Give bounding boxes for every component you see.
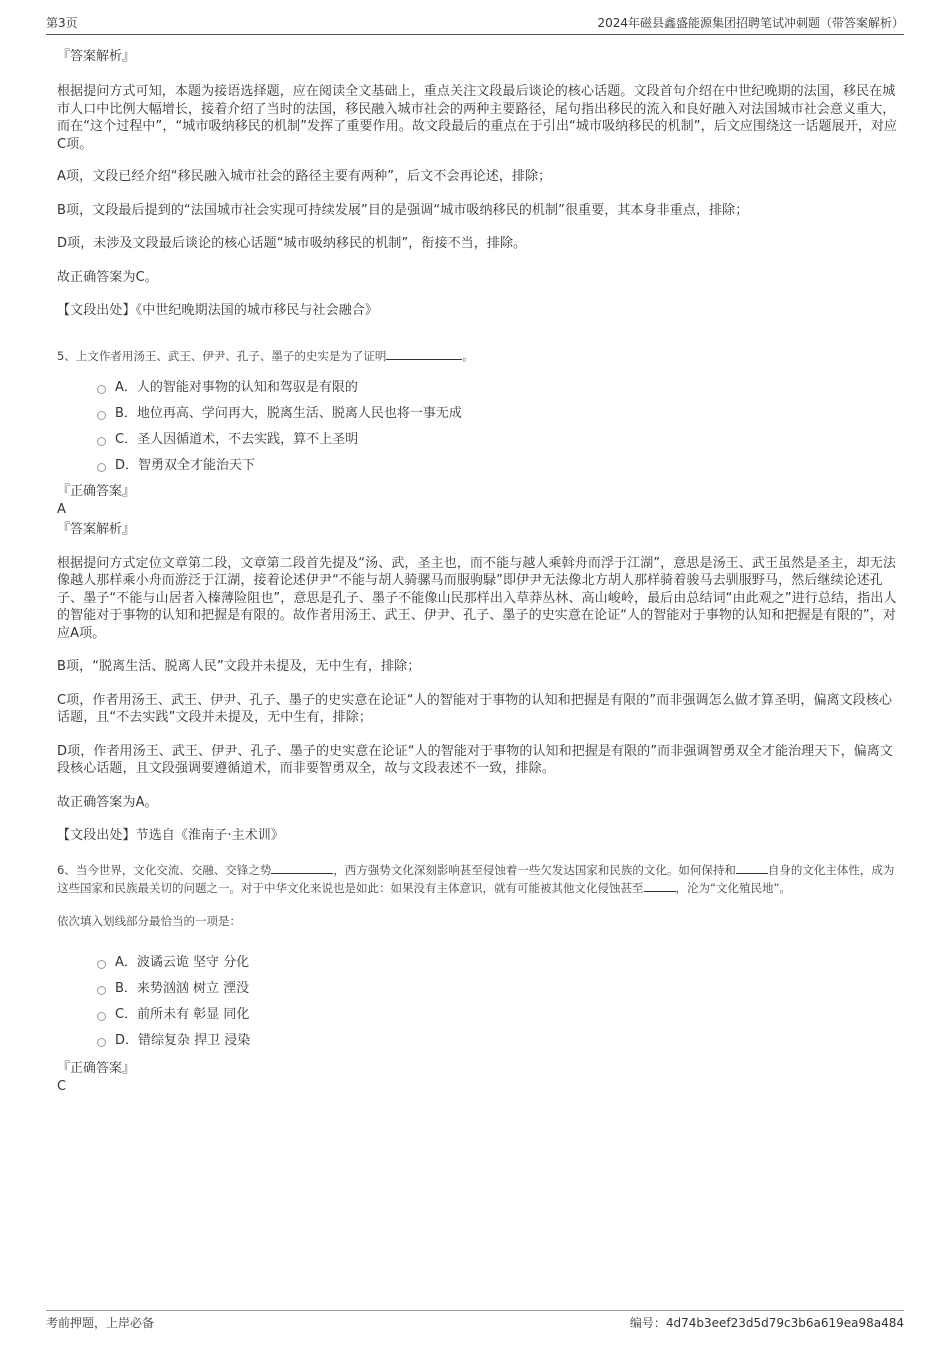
- q5-option-b[interactable]: [57, 401, 899, 427]
- q5-analysis: 根据提问方式定位文章第二段，文章第二段首先提及“汤、武，圣主也，而不能与越人乘斡舟而浮于江湖”，意思是汤王、武王虽然是圣主，却无法像越人那样乘小舟而游泛于江湖，接着论述伊尹“不能与胡人骑骡马而服驹騄”即伊尹无法像北方胡人那样骑着骏马去驯服野马，然后继续论述孔子、墨子“不能与山居者入榛薄险阻也”，意思是孔子、墨子不能像山民那样出入草莽丛林、高山峻岭，最后由总结词“由此观之”进行总结，指出人的智能对于事物的认知和把握是有限的。故作者用汤王、武王、伊尹、孔子、墨子的史实意在论证“人的智能对于事物的认知和把握是有限的”，对应A项。: [57, 555, 897, 641]
- q6-option-b[interactable]: [57, 976, 899, 1002]
- q4-analysis-label: 『答案解析』: [57, 49, 136, 64]
- q6-blank-3: [644, 879, 676, 892]
- radio-icon[interactable]: [97, 463, 106, 472]
- radio-icon[interactable]: [97, 986, 106, 995]
- q6-instruction: 依次填入划线部分最恰当的一项是：: [57, 913, 241, 928]
- q5-stem-text: 5、上文作者用汤王、武王、伊尹、孔子、墨子的史实是为了证明: [57, 348, 387, 363]
- q4-analysis: 根据提问方式可知，本题为接语选择题，应在阅读全文基础上，重点关注文段最后谈论的核心话题。文段首句介绍在中世纪晚期的法国，移民在城市人口中比例大幅增长，接着介绍了当时的法国，移民融入城市社会的两种主要路径，尾句指出移民的流入和良好融入对法国城市社会意义重大，而在“这个过程中”，“城市吸纳移民的机制”发挥了重要作用。故文段最后的重点在于引出“城市吸纳移民的机制”，后文应围绕这一话题展开，对应C项。: [57, 84, 898, 152]
- q6-option-b-label: B．来势汹汹 树立 湮没: [115, 980, 250, 996]
- q5-option-b-label: B．地位再高、学问再大，脱离生活、脱离人民也将一事无成: [115, 405, 462, 421]
- page-footer: [46, 1310, 904, 1331]
- q6-correct-label: 『正确答案』: [57, 1060, 136, 1076]
- q5-blank: [386, 347, 462, 360]
- q6-blank-2: [736, 861, 768, 874]
- q4-option-d-analysis: D项，未涉及文段最后谈论的核心话题“城市吸纳移民的机制”，衔接不当，排除。: [57, 236, 527, 251]
- q5-correct-label: 『正确答案』: [57, 483, 136, 499]
- q4-option-b-analysis: B项，文段最后提到的“法国城市社会实现可持续发展”目的是强调“城市吸纳移民的机制”很重要，其本身非重点，排除；: [57, 202, 749, 218]
- document-id: 编号：4d74b3eef23d5d79c3b6a619ea98a484: [629, 1316, 904, 1330]
- q5-stem-end: 。: [462, 348, 474, 363]
- q5-option-c-analysis: C项，作者用汤王、武王、伊尹、孔子、墨子的史实意在论证“人的智能对于事物的认知和把握是有限的”而非强调怎么做才算圣明，偏离文段核心话题，且“不去实践”文段并未提及，无中生有，排除；: [57, 692, 893, 725]
- q5-option-d-label: D．智勇双全才能治天下: [115, 457, 256, 473]
- q6-option-a-label: A．波谲云诡 坚守 分化: [115, 954, 250, 970]
- q6-stem-part-3: 自身的文化主体性，成为这些国家和民族最关切的问题之一。对于中华文化来说也是如此：如果没有主体意识，就有可能被其他文化侵蚀甚至: [57, 862, 895, 895]
- q6-option-a[interactable]: [57, 950, 899, 976]
- radio-icon[interactable]: [97, 411, 106, 420]
- q5-option-c-label: C．圣人因循道术，不去实践，算不上圣明: [115, 431, 359, 447]
- q6-option-c[interactable]: [57, 1002, 899, 1028]
- radio-icon[interactable]: [97, 1012, 106, 1021]
- q6-stem: [57, 861, 899, 897]
- radio-icon[interactable]: [97, 960, 106, 969]
- q6-correct-answer: C: [57, 1078, 67, 1094]
- q5-option-d[interactable]: [57, 453, 899, 479]
- q6-options: [57, 950, 899, 1054]
- q5-option-a-label: A．人的智能对事物的认知和驾驭是有限的: [115, 379, 358, 395]
- page-header: [46, 12, 904, 35]
- q5-option-b-analysis: B项，“脱离生活、脱离人民”文段并未提及，无中生有，排除；: [57, 659, 421, 674]
- q6-blank-1: [271, 861, 333, 874]
- page-number: 第3页: [46, 16, 78, 30]
- radio-icon[interactable]: [97, 1038, 106, 1047]
- q5-option-c[interactable]: [57, 427, 899, 453]
- footer-slogan: 考前押题，上岸必备: [46, 1316, 155, 1330]
- document-title: 2024年磁县鑫盛能源集团招聘笔试冲刺题（带答案解析）: [597, 16, 904, 30]
- q5-option-d-analysis: D项，作者用汤王、武王、伊尹、孔子、墨子的史实意在论证“人的智能对于事物的认知和把握是有限的”而非强调智勇双全才能治理天下，偏离文段核心话题，且文段强调要遵循道术，而非要智勇双全，故与文段表述不一致，排除。: [57, 743, 893, 776]
- document-body: [57, 44, 899, 1096]
- q6-option-d[interactable]: [57, 1028, 899, 1054]
- q5-conclusion: 故正确答案为A。: [57, 794, 158, 810]
- q6-stem-part-2: ，西方强势文化深刻影响甚至侵蚀着一些欠发达国家和民族的文化。如何保持和: [333, 862, 736, 877]
- q5-stem: [57, 347, 899, 365]
- q4-source: 【文段出处】《中世纪晚期法国的城市移民与社会融合》: [57, 303, 379, 318]
- q4-conclusion: 故正确答案为C。: [57, 269, 158, 285]
- q5-correct-answer: A: [57, 501, 66, 517]
- q4-option-a-analysis: A项，文段已经介绍“移民融入城市社会的路径主要有两种”，后文不会再论述，排除；: [57, 169, 552, 184]
- q5-analysis-label: 『答案解析』: [57, 521, 136, 537]
- q6-option-d-label: D．错综复杂 捍卫 浸染: [115, 1032, 251, 1048]
- q6-stem-part-4: ，沦为“文化殖民地”。: [675, 880, 791, 895]
- radio-icon[interactable]: [97, 385, 106, 394]
- q6-option-c-label: C．前所未有 彰显 同化: [115, 1006, 250, 1022]
- q5-options: [57, 375, 899, 479]
- q5-source: 【文段出处】节选自《淮南子·主术训》: [57, 828, 284, 843]
- q5-option-a[interactable]: [57, 375, 899, 401]
- q6-stem-part-1: 6、当今世界，文化交流、交融、交锋之势: [57, 862, 272, 877]
- radio-icon[interactable]: [97, 437, 106, 446]
